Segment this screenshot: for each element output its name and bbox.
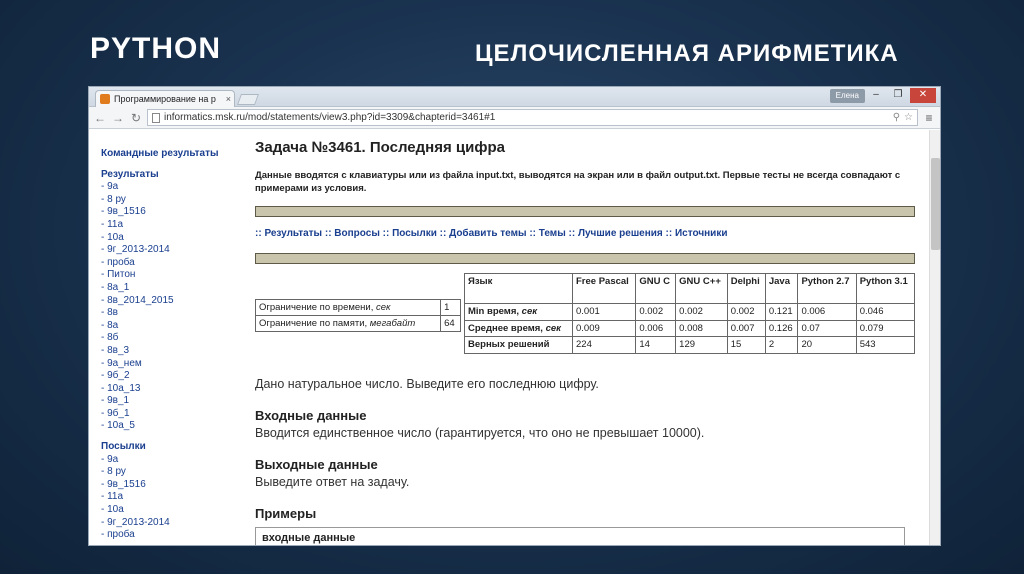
- sidebar-posts-link[interactable]: - 11а: [101, 491, 124, 503]
- language-stats-table: [464, 273, 915, 354]
- min-time-cell: 0.121: [765, 304, 798, 321]
- min-time-cell: 0.002: [727, 304, 765, 321]
- avg-time-cell: 0.006: [636, 320, 676, 337]
- sidebar-result-link[interactable]: - 8в_3: [101, 344, 130, 356]
- avg-time-cell: 0.007: [727, 320, 765, 337]
- maximize-icon[interactable]: ❐: [893, 89, 903, 100]
- sidebar-posts-link[interactable]: - 8 ру: [101, 466, 126, 478]
- browser-tab[interactable]: [95, 90, 235, 107]
- sidebar-result-link[interactable]: - 8в: [101, 307, 118, 319]
- example-box: [255, 527, 905, 546]
- zoom-icon[interactable]: ⚲: [892, 112, 901, 123]
- avg-time-cell: 0.126: [765, 320, 798, 337]
- tab-title: Программирование на р: [114, 94, 216, 104]
- page-icon: [152, 113, 160, 123]
- sidebar-result-link[interactable]: - 9в_1516: [101, 206, 146, 218]
- main-content: [249, 130, 940, 545]
- browser-titlebar: [89, 87, 940, 107]
- avg-time-label: Среднее время, сек: [465, 320, 573, 337]
- memory-limit-value: 64: [441, 316, 461, 332]
- correct-count-cell: 224: [573, 337, 636, 354]
- min-time-cell: 0.002: [636, 304, 676, 321]
- min-time-cell: 0.001: [573, 304, 636, 321]
- sidebar-result-link[interactable]: - 10а_5: [101, 420, 135, 432]
- sidebar-result-link[interactable]: - Питон: [101, 269, 136, 281]
- avg-time-cell: 0.07: [798, 320, 856, 337]
- address-bar[interactable]: [147, 109, 918, 126]
- browser-window: [88, 86, 941, 546]
- sidebar-posts-link[interactable]: - 9а: [101, 453, 119, 465]
- min-time-label: Min время, сек: [465, 304, 573, 321]
- input-heading: Входные данные: [255, 408, 367, 423]
- language-header: GNU C++: [676, 274, 728, 304]
- language-header: Java: [765, 274, 798, 304]
- menu-icon[interactable]: ≡: [925, 110, 933, 125]
- task-io-note: Данные вводятся с клавиатуры или из файла input.txt, выводятся на экран или в файл output.txt. Первые тесты не всегда совпадают с примерами из условия.: [255, 170, 901, 194]
- output-text: Выведите ответ на задачу.: [255, 475, 410, 489]
- bookmark-star-icon[interactable]: ☆: [904, 112, 913, 123]
- sidebar: [89, 130, 249, 545]
- task-links[interactable]: :: Результаты :: Вопросы :: Посылки :: Добавить темы :: Темы :: Лучшие решения :: Источники: [255, 228, 728, 239]
- sidebar-result-link[interactable]: - 9б_2: [101, 370, 130, 382]
- time-limit-value: 1: [441, 300, 461, 316]
- avg-time-cell: 0.009: [573, 320, 636, 337]
- language-header: Free Pascal: [573, 274, 636, 304]
- table-row: [256, 300, 461, 316]
- sidebar-result-link[interactable]: - 9б_1: [101, 407, 130, 419]
- problem-statement: [255, 377, 940, 546]
- sidebar-results-heading[interactable]: Результаты: [101, 168, 159, 180]
- sidebar-result-link[interactable]: - 9а: [101, 181, 119, 193]
- sidebar-result-link[interactable]: - 10а: [101, 231, 124, 243]
- sidebar-result-link[interactable]: - проба: [101, 256, 135, 268]
- favicon-icon: [100, 94, 110, 104]
- correct-count-cell: 20: [798, 337, 856, 354]
- correct-solutions-label: Верных решений: [465, 337, 573, 354]
- table-row: [465, 304, 915, 321]
- correct-count-cell: 2: [765, 337, 798, 354]
- sidebar-result-link[interactable]: - 8 ру: [101, 193, 126, 205]
- sidebar-team-results-link[interactable]: Командные результаты: [101, 148, 219, 159]
- correct-count-cell: 543: [856, 337, 914, 354]
- sidebar-result-link[interactable]: - 10а_13: [101, 382, 141, 394]
- example-input-label: входные данные: [262, 532, 356, 544]
- table-row: [256, 316, 461, 332]
- sidebar-posts-link[interactable]: - проба: [101, 529, 135, 541]
- back-arrow-icon[interactable]: ←: [94, 110, 106, 125]
- divider-bar: [255, 206, 915, 217]
- sidebar-result-link[interactable]: - 8а: [101, 319, 119, 331]
- slide-title-python: PYTHON: [90, 32, 222, 65]
- sidebar-posts-link[interactable]: - 10а: [101, 504, 124, 516]
- vertical-scrollbar[interactable]: [929, 130, 940, 545]
- table-row: [465, 320, 915, 337]
- memory-limit-label: Ограничение по памяти, мегабайт: [256, 316, 441, 332]
- min-time-cell: 0.046: [856, 304, 914, 321]
- correct-count-cell: 14: [636, 337, 676, 354]
- sidebar-result-link[interactable]: - 9в_1: [101, 395, 130, 407]
- avg-time-cell: 0.008: [676, 320, 728, 337]
- sidebar-posts-heading[interactable]: Посылки: [101, 441, 146, 453]
- language-header: Delphi: [727, 274, 765, 304]
- sidebar-result-link[interactable]: - 8в_2014_2015: [101, 294, 174, 306]
- limits-table: [255, 299, 461, 332]
- slide-title-topic: ЦЕЛОЧИСЛЕННАЯ АРИФМЕТИКА: [475, 40, 899, 67]
- language-header: Python 2.7: [798, 274, 856, 304]
- correct-count-cell: 129: [676, 337, 728, 354]
- browser-toolbar: [89, 107, 940, 129]
- language-header: Python 3.1: [856, 274, 914, 304]
- correct-count-cell: 15: [727, 337, 765, 354]
- sidebar-result-link[interactable]: - 8б: [101, 332, 119, 344]
- minimize-icon[interactable]: –: [873, 89, 879, 100]
- user-profile-badge[interactable]: Елена: [830, 89, 865, 103]
- examples-heading: Примеры: [255, 506, 317, 521]
- table-row: [465, 274, 915, 304]
- url-text[interactable]: informatics.msk.ru/mod/statements/view3.php?id=3309&chapterid=3461#1: [164, 112, 496, 123]
- sidebar-results-list: [101, 181, 249, 433]
- statement-intro: Дано натуральное число. Выведите его последнюю цифру.: [255, 377, 599, 391]
- time-limit-label: Ограничение по времени, сек: [256, 300, 441, 316]
- language-header: GNU C: [636, 274, 676, 304]
- close-window-icon[interactable]: ✕: [910, 88, 936, 103]
- table-row: [465, 337, 915, 354]
- input-text: Вводится единственное число (гарантируется, что оно не превышает 10000).: [255, 426, 705, 440]
- scrollbar-thumb[interactable]: [931, 158, 940, 250]
- sidebar-result-link[interactable]: - 9а_нем: [101, 357, 142, 369]
- new-tab-button[interactable]: [237, 94, 259, 105]
- task-title: Задача №3461. Последняя цифра: [255, 139, 505, 156]
- reload-icon[interactable]: ↻: [130, 110, 142, 125]
- min-time-cell: 0.002: [676, 304, 728, 321]
- sidebar-posts-list: [101, 454, 249, 542]
- sidebar-result-link[interactable]: - 9г_2013-2014: [101, 244, 170, 256]
- sidebar-result-link[interactable]: - 11а: [101, 218, 124, 230]
- avg-time-cell: 0.079: [856, 320, 914, 337]
- forward-arrow-icon[interactable]: →: [112, 110, 124, 125]
- divider-bar: [255, 253, 915, 264]
- min-time-cell: 0.006: [798, 304, 856, 321]
- output-heading: Выходные данные: [255, 457, 378, 472]
- sidebar-posts-link[interactable]: - 9г_2013-2014: [101, 516, 170, 528]
- lang-header: Язык: [465, 274, 573, 304]
- sidebar-posts-link[interactable]: - 9в_1516: [101, 478, 146, 490]
- tab-close-icon[interactable]: ×: [225, 94, 231, 104]
- sidebar-result-link[interactable]: - 8а_1: [101, 281, 130, 293]
